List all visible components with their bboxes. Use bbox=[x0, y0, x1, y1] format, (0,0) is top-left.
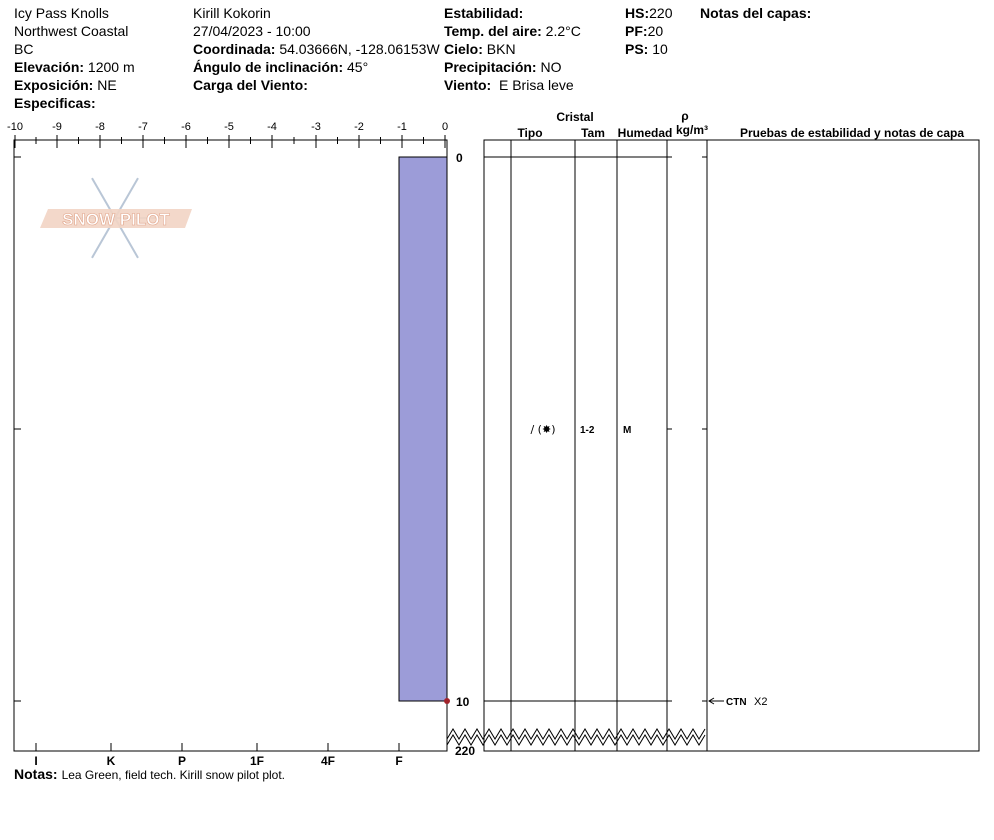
header-crystal: Cristal bbox=[556, 110, 594, 124]
temp-tick-label: -4 bbox=[267, 121, 277, 133]
test-count: X2 bbox=[754, 696, 768, 708]
hardness-tick-label: I bbox=[34, 754, 38, 768]
wind-load-field: Carga del Viento: bbox=[193, 77, 308, 93]
observation-datetime: 27/04/2023 - 10:00 bbox=[193, 23, 311, 39]
depth-break-zigzag bbox=[447, 735, 705, 745]
depth-label-top: 0 bbox=[456, 151, 463, 165]
temp-tick-label: -9 bbox=[52, 121, 62, 133]
specifics-field: Especificas: bbox=[14, 95, 96, 111]
layer-crystal-type: ∕ (✸) bbox=[530, 423, 556, 436]
temp-tick-label: -1 bbox=[397, 121, 407, 133]
observer-name: Kirill Kokorin bbox=[193, 5, 271, 21]
air-temp-field: Temp. del aire: 2.2°C bbox=[444, 23, 581, 39]
layer-notes-label: Notas del capas: bbox=[700, 5, 812, 21]
elevation-field: Elevación: 1200 m bbox=[14, 59, 135, 75]
temp-tick-label: -6 bbox=[181, 121, 191, 133]
temp-tick-label: -10 bbox=[7, 121, 23, 133]
aspect-field: Exposición: NE bbox=[14, 77, 117, 93]
pf-field: PF:20 bbox=[625, 23, 664, 39]
hardness-plot-frame bbox=[14, 140, 447, 751]
sky-field: Cielo: BKN bbox=[444, 41, 516, 57]
test-code: CTN bbox=[726, 697, 747, 708]
hardness-tick-label: 4F bbox=[320, 754, 336, 768]
header-density-symbol: ρ bbox=[681, 109, 689, 123]
coordinate-field: Coordinada: 54.03666N, -128.06153W bbox=[193, 41, 440, 57]
temp-tick-label: -3 bbox=[311, 121, 321, 133]
header-density-unit: kg/m³ bbox=[675, 123, 709, 137]
wind-field: Viento: E Brisa leve bbox=[444, 77, 574, 93]
header-tests: Pruebas de estabilidad y notas de capa bbox=[739, 126, 965, 140]
notes-field: Notas: Lea Green, field tech. Kirill snow pilot plot. bbox=[14, 766, 286, 782]
layer-hardness-bar bbox=[399, 157, 447, 701]
depth-marker bbox=[444, 698, 450, 704]
header-type: Tipo bbox=[517, 126, 543, 140]
precip-field: Precipitación: NO bbox=[444, 59, 562, 75]
logo-text: SNOW PILOT bbox=[62, 210, 170, 229]
depth-break-label: 220 bbox=[455, 744, 476, 758]
temp-tick-label: -2 bbox=[354, 121, 364, 133]
layer-moisture: M bbox=[623, 425, 632, 436]
hardness-tick-label: K bbox=[106, 754, 116, 768]
hardness-tick-label: F bbox=[395, 754, 403, 768]
depth-break-zigzag bbox=[447, 729, 705, 739]
layer-crystal-size: 1-2 bbox=[580, 425, 595, 436]
depth-label-bottom: 10 bbox=[456, 695, 470, 709]
temp-tick-label: -7 bbox=[138, 121, 148, 133]
temp-tick-label: -5 bbox=[224, 121, 234, 133]
stability-field: Estabilidad: bbox=[444, 5, 524, 21]
layer-table-frame bbox=[484, 140, 979, 751]
hs-field: HS:220 bbox=[625, 5, 673, 21]
hardness-tick-label: P bbox=[177, 754, 187, 768]
ps-field: PS: 10 bbox=[625, 41, 668, 57]
slope-field: Ángulo de inclinación: 45° bbox=[193, 59, 369, 75]
temp-tick-label: 0 bbox=[441, 121, 449, 133]
location-name: Icy Pass Knolls bbox=[14, 5, 109, 21]
region-name: Northwest Coastal bbox=[14, 23, 129, 39]
temp-tick-label: -8 bbox=[95, 121, 105, 133]
header-moisture: Humedad bbox=[617, 126, 673, 140]
province-name: BC bbox=[14, 41, 34, 57]
hardness-tick-label: 1F bbox=[249, 754, 265, 768]
header-size: Tam bbox=[581, 126, 605, 140]
